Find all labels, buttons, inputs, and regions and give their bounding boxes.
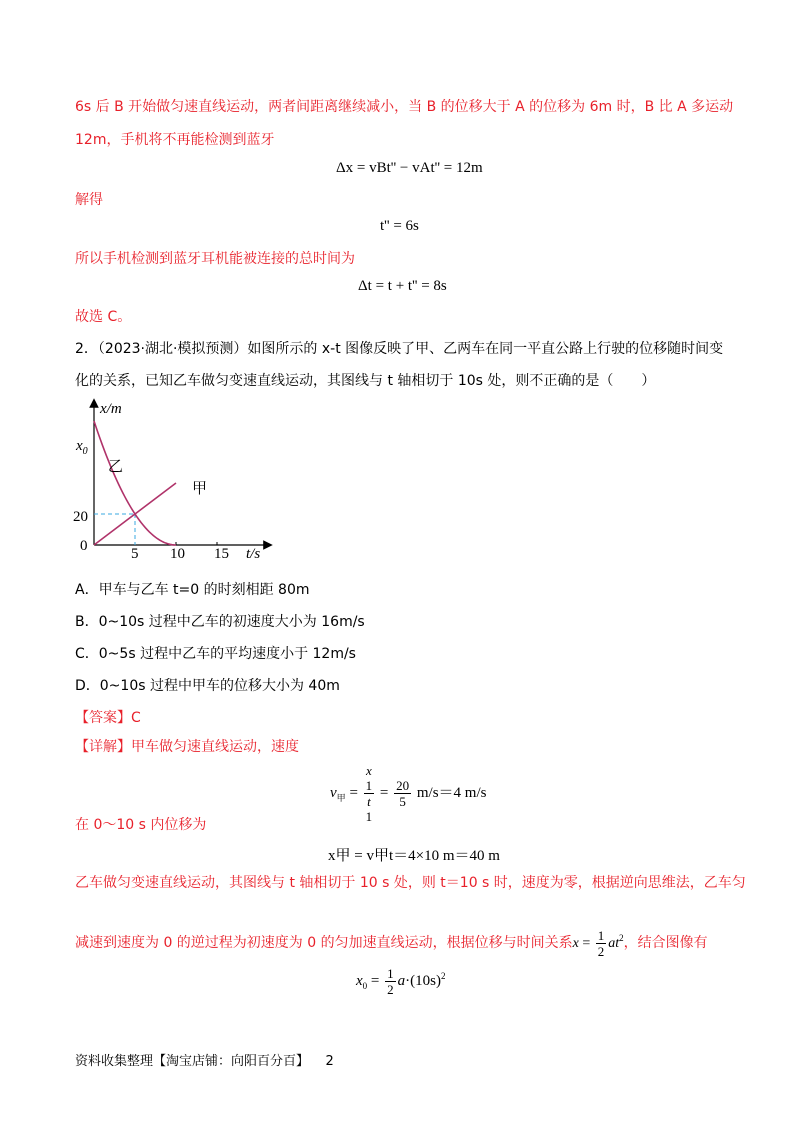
option-d: D．0~10s 过程中甲车的位移大小为 40m — [75, 678, 340, 694]
velocity-equation: $v_甲$ = x 1 t 1 = $\frac{20}{5}$ m/s＝4 m/s — [330, 763, 487, 824]
x-tick-label: 10 — [170, 546, 185, 562]
paragraph-text: 减速到速度为 0 的逆过程为初速度为 0 的匀加速直线运动，根据位移与时间关系 — [75, 935, 573, 951]
origin-label: 0 — [80, 538, 88, 554]
paragraph-line: 在 0～10 s 内位移为 — [75, 817, 207, 833]
x-tick-label: 5 — [131, 546, 139, 562]
option-b: B．0~10s 过程中乙车的初速度大小为 16m/s — [75, 614, 365, 630]
paragraph-text: ，结合图像有 — [623, 935, 708, 951]
answer-label: 【答案】C — [75, 710, 141, 726]
equation: Δx = vBt'' − vAt'' = 12m — [336, 160, 483, 176]
option-c: C．0~5s 过程中乙车的平均速度小于 12m/s — [75, 646, 356, 662]
paragraph-line: 12m，手机将不再能检测到蓝牙 — [75, 132, 275, 148]
x0-equation: $x_0$ = $\frac{1}{2}$ $a\cdot(10s)^2$ — [356, 966, 446, 997]
paragraph-line: 故选 C。 — [75, 309, 132, 325]
footer — [75, 1050, 334, 1069]
x-tick-label: 15 — [214, 546, 229, 562]
paragraph-line: 乙车做匀变速直线运动，其图线与 t 轴相切于 10 s 处，则 t＝10 s 时，速度为零，根据逆向思维法，乙车匀 — [75, 875, 746, 891]
velocity-result: m/s＝4 m/s — [416, 784, 487, 801]
equation: t'' = 6s — [380, 218, 419, 234]
y-axis-label: x/m — [100, 401, 122, 417]
footer-text: 资料收集整理【淘宝店铺：向阳百分百】 — [75, 1054, 310, 1069]
equation: x甲 = v甲t＝4×10 m＝40 m — [328, 848, 500, 864]
paragraph-line: 解得 — [75, 192, 103, 208]
series-label-jia: 甲 — [192, 481, 208, 497]
series-curve-yi — [94, 421, 176, 545]
page-number: 2 — [325, 1054, 334, 1069]
paragraph-line: 所以手机检测到蓝牙耳机能被连接的总时间为 — [75, 251, 355, 267]
detail-text: 甲车做匀速直线运动，速度 — [131, 739, 299, 755]
equation: Δt = t + t'' = 8s — [358, 278, 447, 294]
paragraph-line: 6s 后 B 开始做匀速直线运动，两者间距离继续减小，当 B 的位移大于 A 的位移为 6m 时，B 比 A 多运动 — [75, 99, 734, 115]
paragraph-line — [75, 928, 708, 959]
detail-line — [75, 737, 299, 757]
series-label-yi: 乙 — [108, 459, 124, 475]
option-a: A．甲车与乙车 t=0 的时刻相距 80m — [75, 582, 310, 598]
question-line: 2．（2023·湖北·模拟预测）如图所示的 x-t 图像反映了甲、乙两车在同一平直公路上行驶的位移随时间变 — [75, 341, 724, 357]
y-tick-label: 20 — [73, 509, 88, 525]
y0-label: $x_0$ — [76, 438, 88, 457]
detail-label: 【详解】 — [75, 739, 131, 755]
xt-graph — [70, 395, 280, 565]
x-axis-label: t/s — [246, 546, 261, 562]
question-line: 化的关系，已知乙车做匀变速直线运动，其图线与 t 轴相切于 10s 处，则不正确的是（ ） — [75, 373, 656, 389]
inline-formula: x = $\frac{1}{2}$ $at^2$ — [572, 928, 624, 960]
